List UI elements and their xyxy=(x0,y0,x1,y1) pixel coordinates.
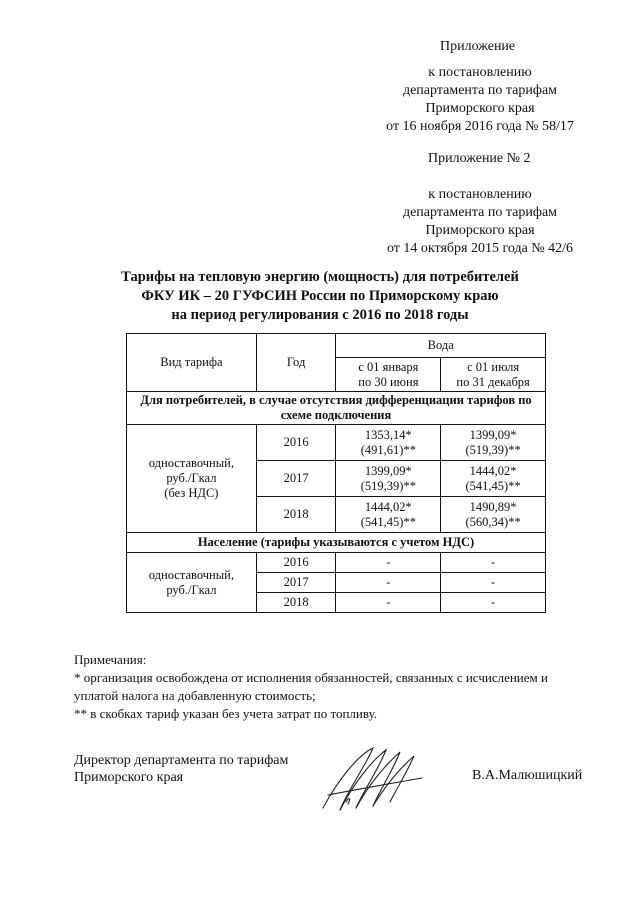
value-cell: - xyxy=(336,553,441,573)
period-line: с 01 января xyxy=(358,359,419,374)
table-header-row xyxy=(127,334,546,358)
section-heading: Население (тарифы указываются с учетом НДС) xyxy=(127,533,546,553)
tariff-type-cell xyxy=(127,553,257,613)
tariff-type-cell xyxy=(127,425,257,533)
year-cell: 2018 xyxy=(256,593,336,613)
tariff-value-no-fuel: (519,39)** xyxy=(465,442,521,457)
appendix2-ref-block xyxy=(360,186,600,258)
notes-block xyxy=(74,651,604,723)
tariff-value-no-fuel: (491,61)** xyxy=(360,442,416,457)
tariff-type-line: руб./Гкал xyxy=(166,471,217,485)
title-line: на период регулирования с 2016 по 2018 годы xyxy=(171,307,469,323)
section-row xyxy=(127,533,546,553)
tariff-type-line: одноставочный, xyxy=(148,567,234,582)
value-cell xyxy=(441,461,546,497)
value-cell: - xyxy=(336,573,441,593)
table-row xyxy=(127,425,546,461)
signatory-position xyxy=(74,752,288,786)
title-line: ФКУ ИК – 20 ГУФСИН России по Приморскому краю xyxy=(141,288,499,304)
header-water: Вода xyxy=(336,334,546,358)
tariff-value-no-fuel: (560,34)** xyxy=(465,514,521,529)
year-cell: 2017 xyxy=(256,461,336,497)
position-line: Приморского края xyxy=(74,770,184,785)
signatory-name: В.А.Малюшицкий xyxy=(472,768,583,783)
tariff-value-no-fuel: (519,39)** xyxy=(360,478,416,493)
appendix-ref-block xyxy=(360,64,600,136)
year-cell: 2016 xyxy=(256,425,336,461)
position-line: Директор департамента по тарифам xyxy=(74,753,289,768)
appendix2-ref-line: к постановлению xyxy=(428,187,532,202)
period-line: с 01 июля xyxy=(467,359,520,374)
year-cell: 2017 xyxy=(256,573,336,593)
tariff-value: 1399,09* xyxy=(364,463,412,478)
value-cell: - xyxy=(441,593,546,613)
section-heading: Для потребителей, в случае отсутствия дифференциации тарифов по схеме подключения xyxy=(127,392,546,425)
value-cell: - xyxy=(441,573,546,593)
handwritten-signature-icon xyxy=(318,740,428,815)
note-line: уплатой налога на добавленную стоимость; xyxy=(74,688,316,703)
appendix-ref-line: Приморского края xyxy=(425,101,535,116)
value-cell xyxy=(336,425,441,461)
year-cell: 2018 xyxy=(256,497,336,533)
header-period-2 xyxy=(441,358,546,392)
period-line: по 31 декабря xyxy=(456,374,530,389)
year-cell: 2016 xyxy=(256,553,336,573)
document-title xyxy=(70,268,570,325)
tariff-value: 1444,02* xyxy=(469,463,517,478)
tariff-type-line: одноставочный, xyxy=(148,456,234,470)
appendix-ref-line: департамента по тарифам xyxy=(402,83,558,98)
tariff-type-line: (без НДС) xyxy=(164,486,219,500)
value-cell xyxy=(336,497,441,533)
tariff-value: 1444,02* xyxy=(364,499,412,514)
tariff-value: 1399,09* xyxy=(469,427,517,442)
appendix-ref-line: к постановлению xyxy=(428,65,532,80)
tariff-value: 1490,89* xyxy=(469,499,517,514)
value-cell xyxy=(441,497,546,533)
tariff-type-line: руб./Гкал xyxy=(166,582,217,597)
header-tariff-type: Вид тарифа xyxy=(127,334,257,392)
header-year: Год xyxy=(256,334,336,392)
value-cell: - xyxy=(336,593,441,613)
table-row xyxy=(127,553,546,573)
value-cell: - xyxy=(441,553,546,573)
tariff-value: 1353,14* xyxy=(364,427,412,442)
notes-heading: Примечания: xyxy=(74,652,147,667)
appendix-title: Приложение xyxy=(440,39,516,54)
appendix-ref-line: от 16 ноября 2016 года № 58/17 xyxy=(386,119,574,134)
tariff-table xyxy=(126,333,546,613)
section-row xyxy=(127,392,546,425)
value-cell xyxy=(336,461,441,497)
header-period-1 xyxy=(336,358,441,392)
period-line: по 30 июня xyxy=(358,374,419,389)
appendix2-title: Приложение № 2 xyxy=(428,151,531,166)
appendix2-ref-line: департамента по тарифам xyxy=(402,205,558,220)
note-line: * организация освобождена от исполнения обязанностей, связанных с исчислением и xyxy=(74,670,548,685)
appendix2-ref-line: от 14 октября 2015 года № 42/6 xyxy=(386,241,574,256)
title-line: Тарифы на тепловую энергию (мощность) для потребителей xyxy=(121,269,519,285)
tariff-value-no-fuel: (541,45)** xyxy=(360,514,416,529)
note-line: ** в скобках тариф указан без учета затрат по топливу. xyxy=(74,706,378,721)
tariff-value-no-fuel: (541,45)** xyxy=(465,478,521,493)
appendix2-ref-line: Приморского края xyxy=(425,223,535,238)
value-cell xyxy=(441,425,546,461)
